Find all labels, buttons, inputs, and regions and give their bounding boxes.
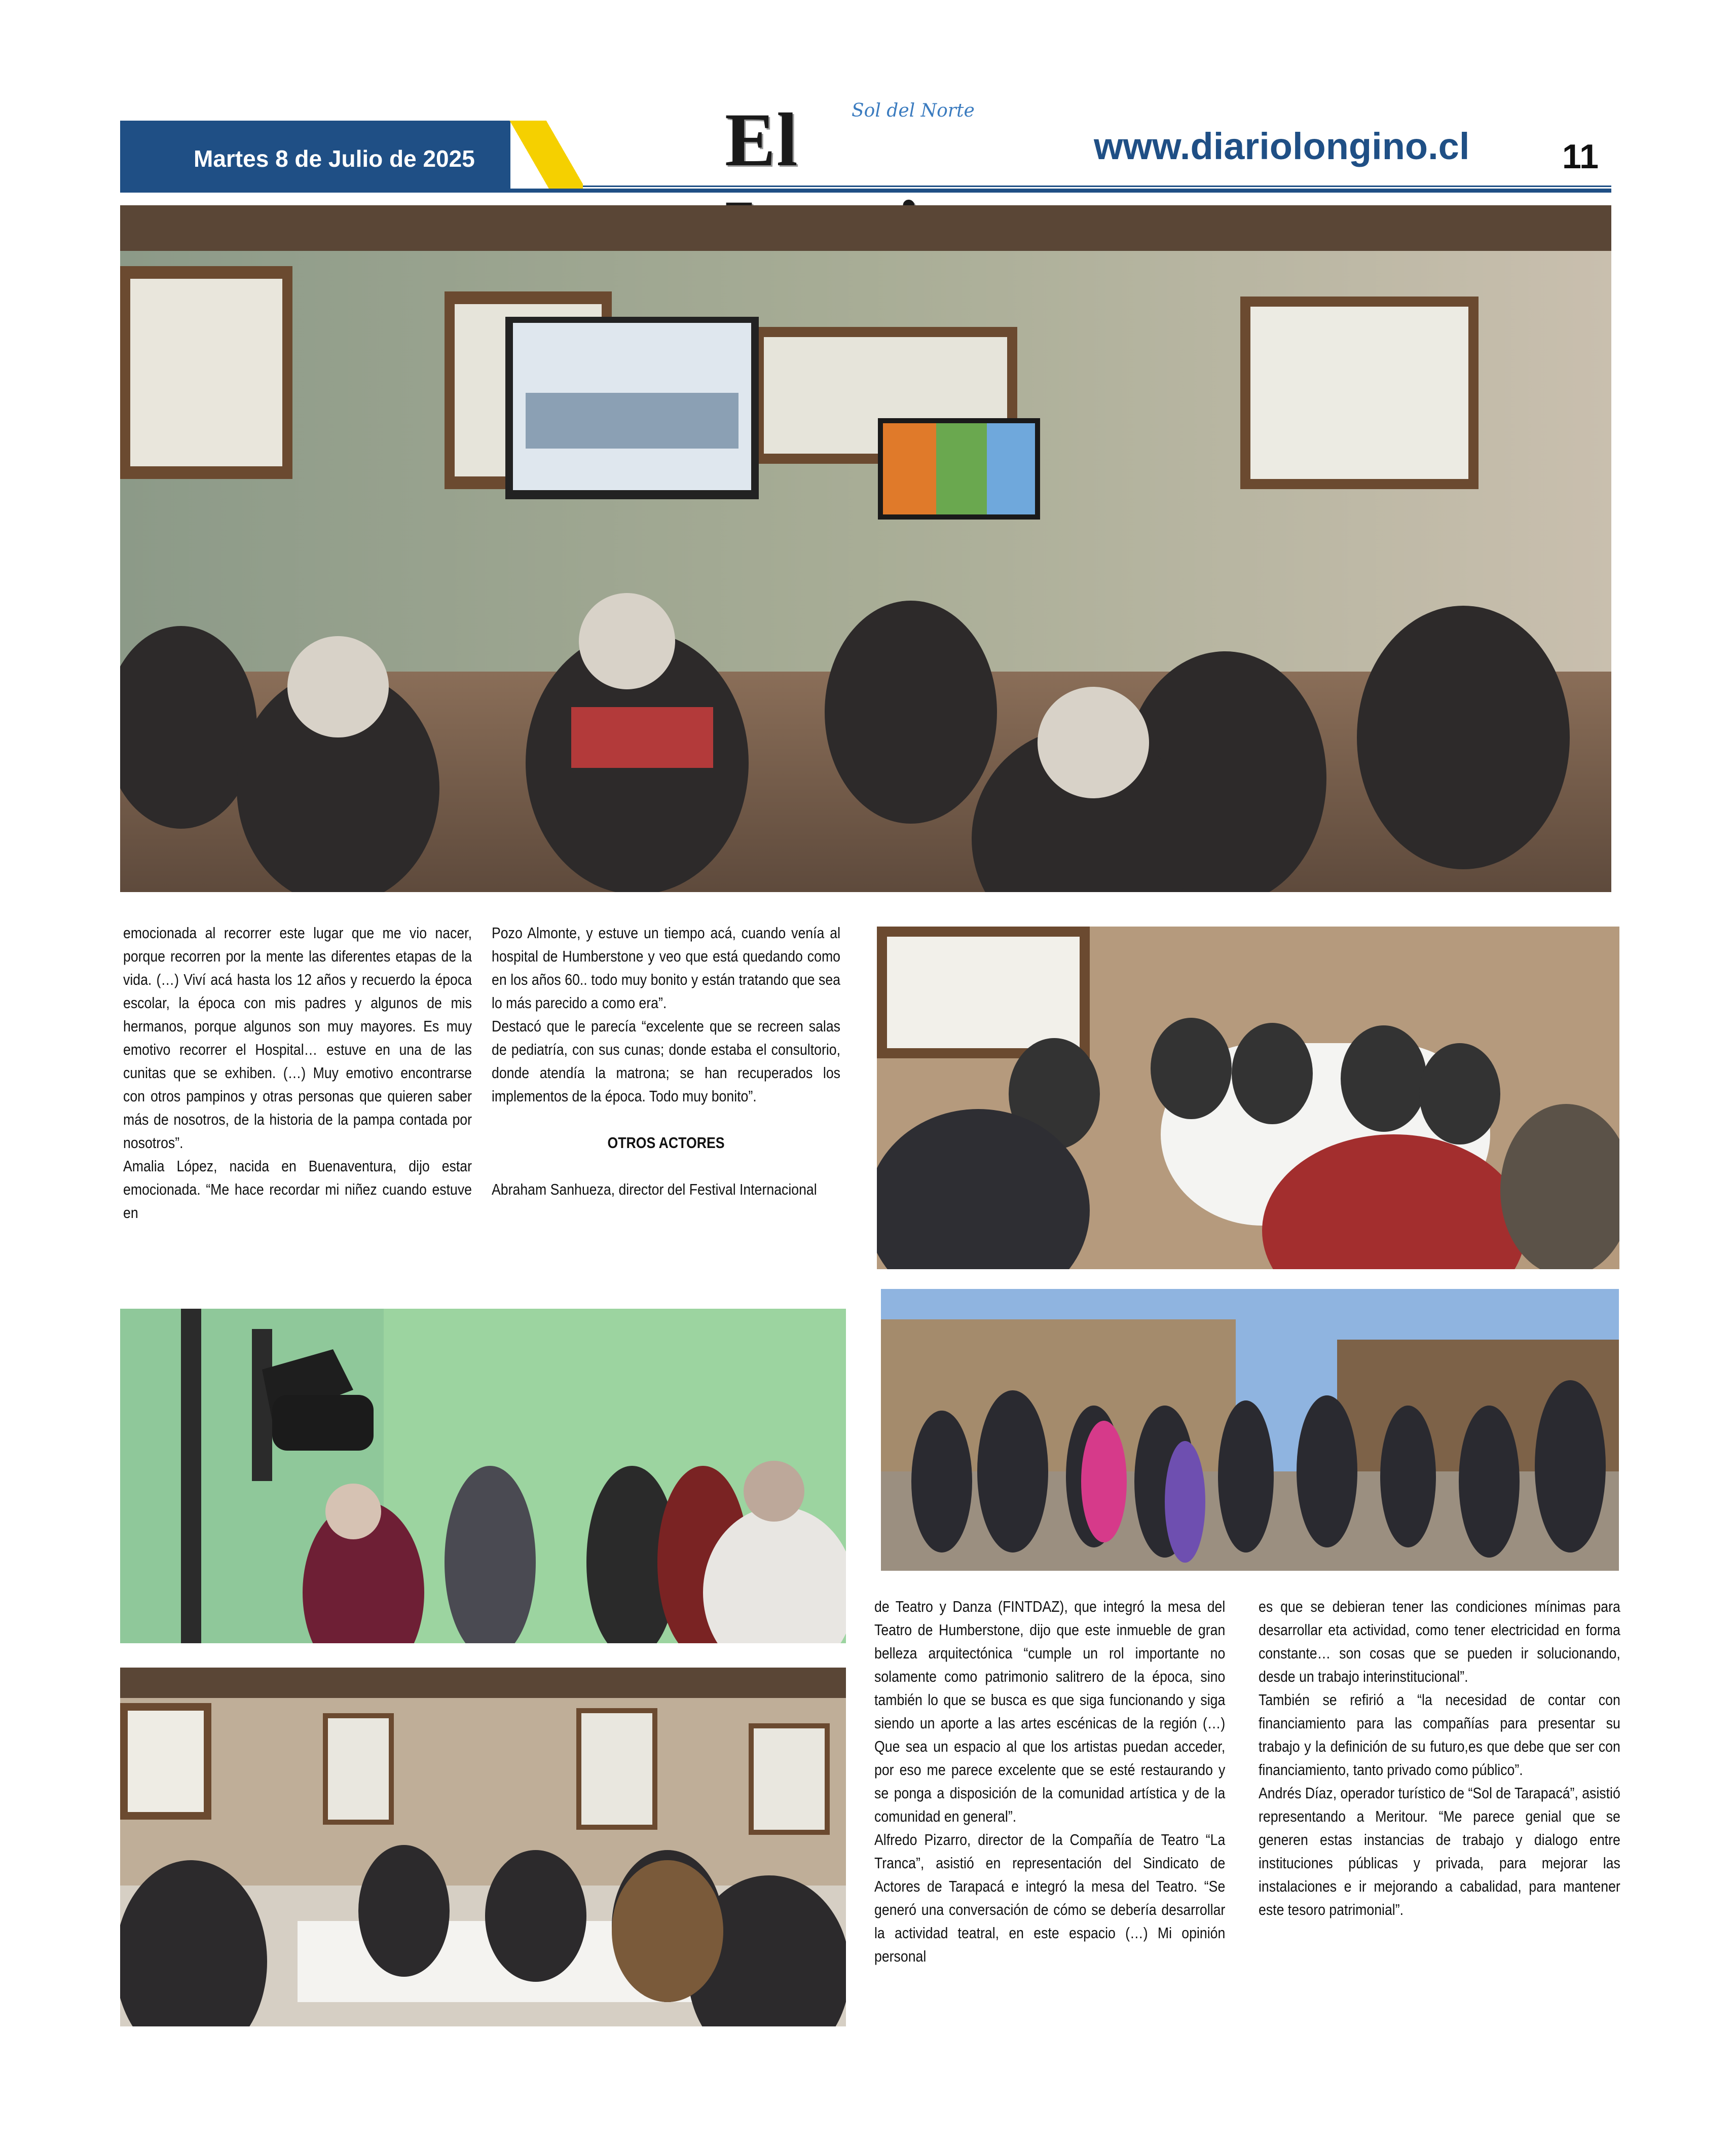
paragraph: emocionada al recorrer este lugar que me vio nacer, porque recorren por la mente las diferentes etapas de la vida. (…) Viví acá hasta los 12 años y recuerdo la época escolar, la época con mis padres y algunos de mis hermanos, porque algunos son muy mayores. Es muy emotivo recorrer el Hospital… estuve en una de las cunitas que se exhiben. (…) Muy emotivo encontrarse con otros pampinos y otras personas que quieren saber más de nosotros, de la historia de la pampa contada por nosotros”. [123,924,472,1152]
date-band [120,121,510,192]
paragraph: Amalia López, nacida en Buenaventura, dijo estar emocionada. “Me hace recordar mi niñez cuando estuve en [123,1157,472,1222]
paragraph: Andrés Díaz, operador turístico de “Sol de Tarapacá”, asistió representando a Meritour. “Me parece genial que se generen estas instancias de trabajo y dialogo entre instituciones públicas y privada, para mejorar las instalaciones e ir mejorando a cabalidad, para mantener este tesoro patrimonial”. [1259,1784,1620,1918]
paragraph: es que se debieran tener las condiciones mínimas para desarrollar eta actividad, como tener electricidad en forma constante… son cosas que se pueden ir solucionando, desde un trabajo interinstitucional”. [1259,1598,1620,1685]
paragraph: Abraham Sanhueza, director del Festival Internacional [492,1180,817,1198]
paragraph: Pozo Almonte, y estuve un tiempo acá, cuando venía al hospital de Humberstone y veo que está quedando como en los años 60.. todo muy bonito y están tratando que sea lo más parecido a como era”. [492,924,840,1012]
logo-tagline: Sol del Norte [852,100,975,121]
site-url-link[interactable]: www.diariolongino.cl [1094,125,1470,167]
masthead-logo[interactable] [725,96,1069,182]
article-column-3 [874,1595,1225,1968]
photo-hall-workshop-tables [120,1668,846,2026]
paragraph: Alfredo Pizarro, director de la Compañía de Teatro “La Tranca”, asistió en representación del Sindicato de Actores de Tarapacá e integró la mesa del Teatro. “Se generó una conversación de cómo se debería desarrollar la actividad teatral, en este espacio (…) Mi opinión personal [874,1831,1226,1965]
paragraph: de Teatro y Danza (FINTDAZ), que integró la mesa del Teatro de Humberstone, dijo que este inmueble de gran belleza arquitectónica “cumple un rol importante no solamente como patrimonio salitrero de la época, sino también lo que se busca es que siga funcionando y siga siendo un aporte a las artes escénicas de la región (…) Que sea un espacio al que los artistas puedan acceder, por eso me parece excelente que se esté restaurando y se ponga a disposición de la comunidad artística y de la comunidad en general”. [874,1598,1226,1825]
photo-green-room-bell [120,1309,846,1643]
section-subheading: OTROS ACTORES [607,1134,725,1152]
issue-date: Martes 8 de Julio de 2025 [194,145,475,172]
article-column-2 [492,921,840,1201]
photo-presentation-hall [120,205,1611,892]
paragraph: Destacó que le parecía “excelente que se recreen salas de pediatría, con sus cunas; donde estaba el consultorio, donde atendía la matrona; se han recuperados los implementos de la época. Todo muy bonito”. [492,1017,840,1105]
paragraph: También se refirió a “la necesidad de contar con financiamiento para las compañías para presentar su trabajo y la definición de su futuro,es que debe que ser con financiamiento, tanto privado como público”. [1259,1691,1620,1779]
article-column-1 [123,921,472,1225]
photo-roundtable-meeting [877,927,1619,1269]
page-number: 11 [1562,137,1599,176]
logo-name: El [725,98,799,182]
accent-stripe [502,121,583,192]
article-column-4 [1259,1595,1620,1922]
photo-outdoor-tour-group [881,1289,1619,1571]
